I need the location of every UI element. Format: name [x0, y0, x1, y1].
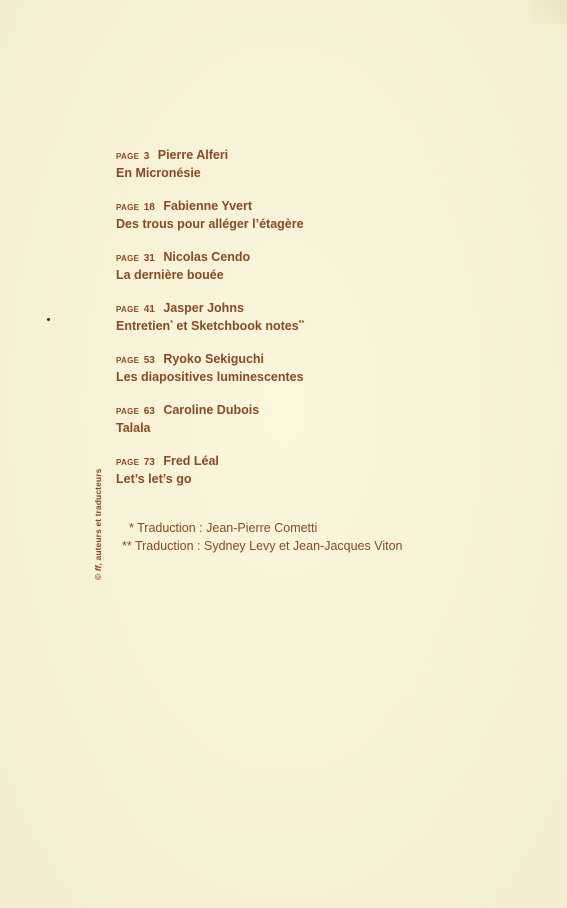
page-number: 41 — [143, 304, 155, 315]
page-label: PAGE — [116, 305, 140, 314]
toc-entry — [116, 402, 536, 436]
work-title: La dernière bouée — [116, 268, 224, 282]
author-name: Ryoko Sekiguchi — [163, 352, 265, 366]
entry-head — [116, 198, 536, 216]
entry-head — [116, 351, 536, 369]
entry-head — [116, 453, 536, 471]
page-number: 73 — [143, 457, 155, 468]
corner-fold — [531, 0, 567, 24]
footnote-mark-1: * — [170, 319, 173, 327]
page-label: PAGE — [116, 458, 140, 467]
work-title-part-1: Entretien — [116, 319, 171, 333]
author-name: Fabienne Yvert — [163, 199, 253, 213]
toc-entry — [116, 249, 536, 283]
copyright-symbol: © — [93, 573, 103, 580]
entry-head — [116, 147, 536, 165]
page-label: PAGE — [116, 203, 140, 212]
copyright-text: , auteurs et traducteurs — [93, 468, 103, 566]
author-name: Jasper Johns — [163, 301, 244, 315]
work-title-part-2: et Sketchbook notes — [176, 319, 299, 333]
translation-note: * Traduction : Jean-Pierre Cometti — [129, 521, 318, 535]
entry-head — [116, 249, 536, 267]
page-number: 31 — [143, 253, 155, 264]
ink-speck — [47, 318, 50, 321]
toc-entry — [116, 198, 536, 232]
work-title: Talala — [116, 421, 151, 435]
page-number: 53 — [143, 355, 155, 366]
author-name: Nicolas Cendo — [163, 250, 251, 264]
page-number: 3 — [143, 151, 150, 162]
page-label: PAGE — [116, 254, 140, 263]
work-title: Des trous pour alléger l’étagère — [116, 217, 304, 231]
copyright-line — [93, 469, 103, 580]
publisher-name: ff — [93, 565, 103, 572]
work-title: Les diapositives luminescentes — [116, 370, 304, 384]
toc-entry — [116, 453, 536, 487]
author-name: Caroline Dubois — [163, 403, 260, 417]
toc-entry — [116, 351, 536, 385]
toc-entry — [116, 147, 536, 181]
footnote-mark-2: ** — [298, 319, 305, 327]
table-of-contents — [116, 147, 536, 504]
toc-entry — [116, 300, 536, 334]
page-label: PAGE — [116, 407, 140, 416]
entry-head — [116, 300, 536, 318]
entry-head — [116, 402, 536, 420]
author-name: Pierre Alferi — [157, 148, 229, 162]
page-number: 63 — [143, 406, 155, 417]
author-name: Fred Léal — [163, 454, 219, 468]
page-number: 18 — [143, 202, 155, 213]
page-label: PAGE — [116, 356, 140, 365]
work-title: En Micronésie — [116, 166, 201, 180]
work-title — [116, 318, 536, 334]
work-title: Let’s let’s go — [116, 472, 192, 486]
page-label: PAGE — [116, 152, 140, 161]
translation-notes — [122, 519, 403, 555]
translation-note: ** Traduction : Sydney Levy et Jean-Jacques Viton — [122, 539, 403, 553]
